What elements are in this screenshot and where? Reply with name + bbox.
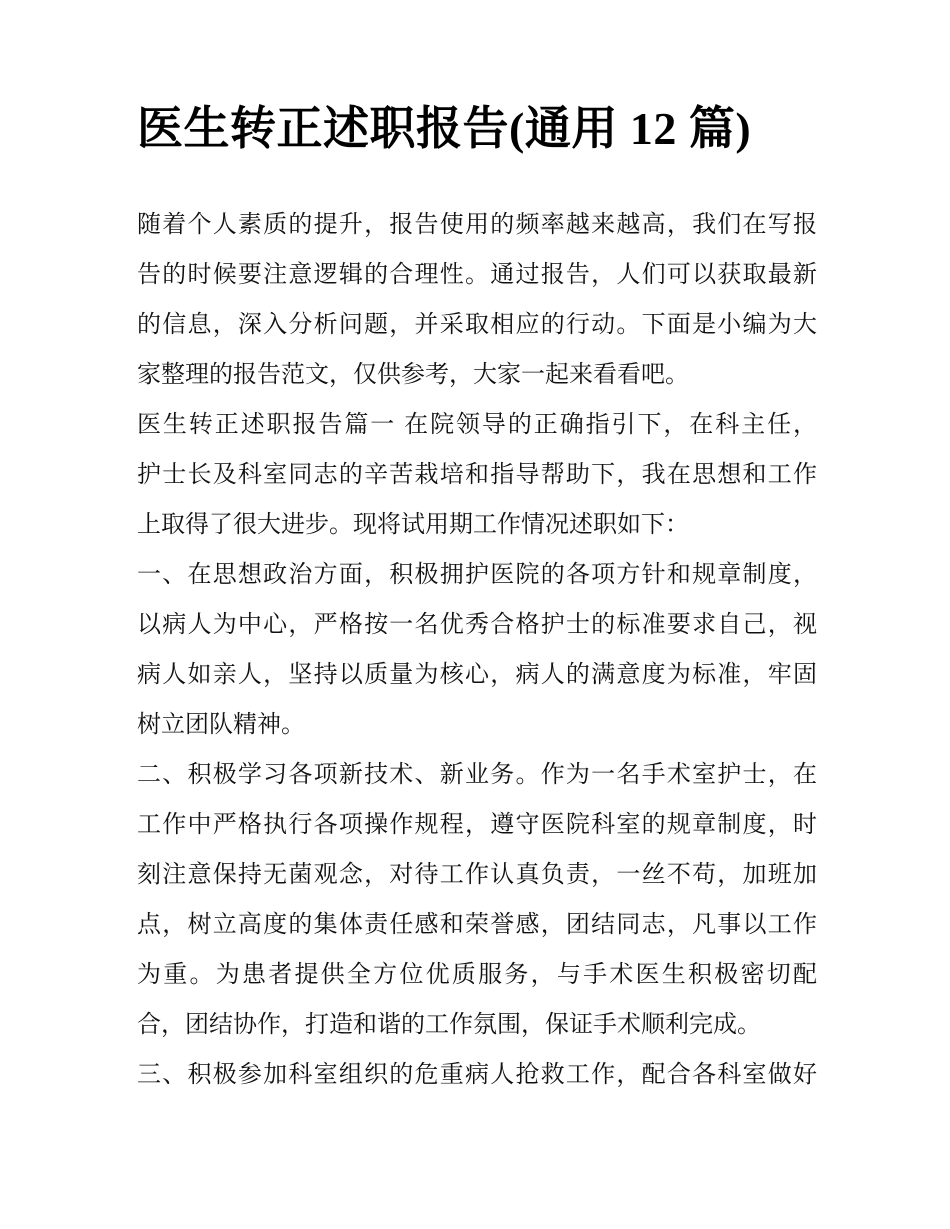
text-line: 医生转正述职报告篇一 在院领导的正确指引下，在科主任， bbox=[137, 412, 817, 438]
text-line: 以病人为中心，严格按一名优秀合格护士的标准要求自己，视 bbox=[137, 612, 817, 638]
text-line: 随着个人素质的提升，报告使用的频率越来越高，我们在写报 bbox=[137, 212, 817, 238]
document-title: 医生转正述职报告(通用 12 篇) bbox=[137, 103, 752, 154]
text-line: 工作中严格执行各项操作规程，遵守医院科室的规章制度，时 bbox=[137, 812, 817, 838]
text-line: 病人如亲人，坚持以质量为核心，病人的满意度为标准，牢固 bbox=[137, 662, 817, 688]
text-line: 一、在思想政治方面，积极拥护医院的各项方针和规章制度， bbox=[137, 562, 817, 588]
text-line: 告的时候要注意逻辑的合理性。通过报告，人们可以获取最新 bbox=[137, 262, 817, 288]
text-line: 三、积极参加科室组织的危重病人抢救工作，配合各科室做好 bbox=[137, 1062, 817, 1088]
text-line: 为重。为患者提供全方位优质服务，与手术医生积极密切配 bbox=[137, 962, 817, 988]
text-line: 的信息，深入分析问题，并采取相应的行动。下面是小编为大 bbox=[137, 312, 817, 338]
text-line: 合，团结协作，打造和谐的工作氛围，保证手术顺利完成。 bbox=[137, 1012, 761, 1038]
document-body bbox=[137, 200, 817, 1100]
text-line: 护士长及科室同志的辛苦栽培和指导帮助下，我在思想和工作 bbox=[137, 462, 817, 488]
text-line: 刻注意保持无菌观念，对待工作认真负责，一丝不苟，加班加 bbox=[137, 862, 817, 888]
text-line: 二、积极学习各项新技术、新业务。作为一名手术室护士，在 bbox=[137, 762, 817, 788]
text-line: 家整理的报告范文，仅供参考，大家一起来看看吧。 bbox=[137, 362, 689, 388]
text-line: 上取得了很大进步。现将试用期工作情况述职如下： bbox=[137, 512, 689, 538]
text-line: 树立团队精神。 bbox=[137, 712, 305, 738]
text-line: 点，树立高度的集体责任感和荣誉感，团结同志，凡事以工作 bbox=[137, 912, 817, 938]
